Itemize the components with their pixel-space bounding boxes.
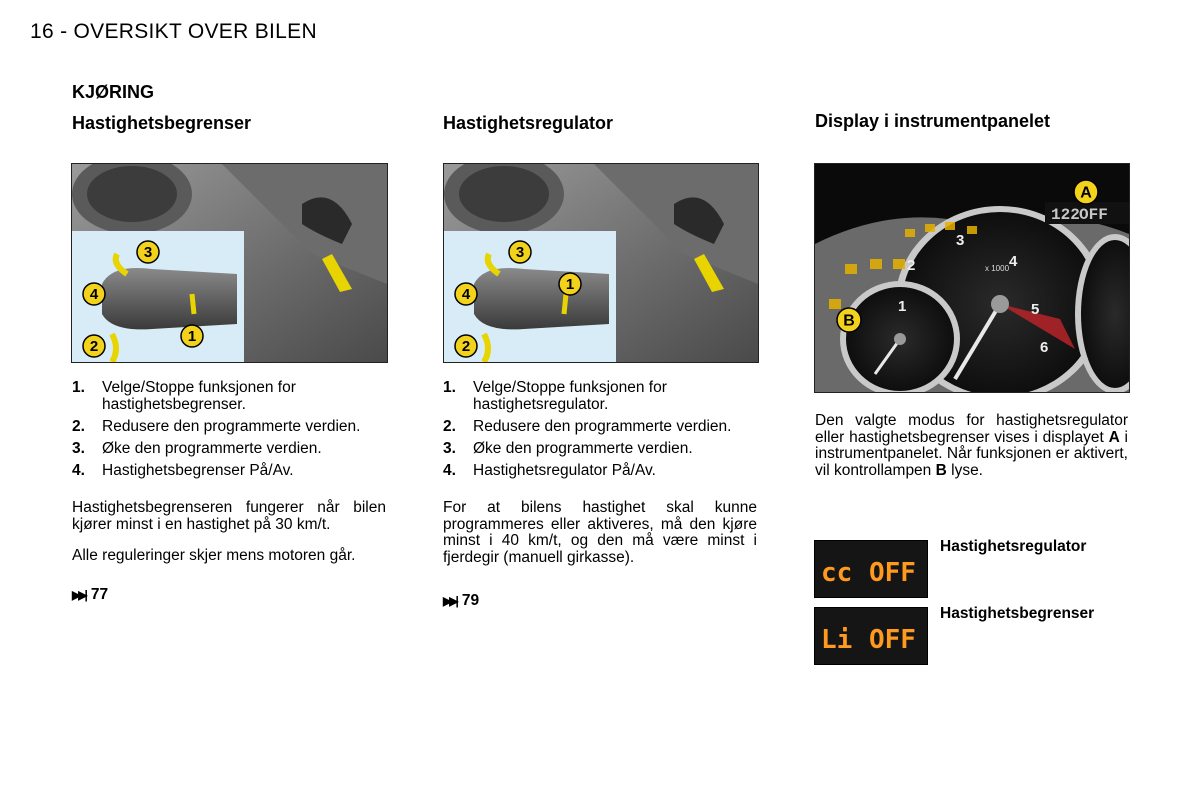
badge-4 [82,282,106,306]
heading-instrument-display: Display i instrumentpanelet [815,111,1051,131]
badge-3 [508,240,532,264]
section-title: KJØRING [72,82,155,102]
dial-number-1: 1 [898,298,907,315]
lcd-mode-code: cc [821,558,853,588]
svg-text:4: 4 [89,286,99,303]
lcd-status: OFF [869,625,916,655]
dial-number-3: 3 [956,232,965,249]
list-item: 4. Hastighetsregulator På/Av. [443,462,656,479]
badge-1 [558,272,582,296]
svg-text:B: B [843,312,855,330]
list-item: 1. Velge/Stoppe funksjonen for hastighetsregulator. [443,379,667,413]
list-item: 4. Hastighetsbegrenser På/Av. [72,462,294,479]
speed-limiter-paragraph-2: Alle reguleringer skjer mens motoren går. [72,547,356,564]
lcd-label-cruise-control: Hastighetsregulator [940,538,1087,555]
lcd-label-speed-limiter: Hastighetsbegrenser [940,605,1095,622]
svg-text:2: 2 [89,338,99,355]
display-description: Den valgte modus for hastighetsregulator eller hastighetsbegrenser vises i displayet A i instrumentpanelet. Når funksjonen er aktivert, vil kontrollampen B lyse. [815,412,1129,479]
page-reference-77[interactable]: ▶▶| 77 [72,586,109,603]
list-item: 3. Øke den programmerte verdien. [443,440,693,457]
cruise-control-paragraph: For at bilens hastighet skal kunne programmeres eller aktiveres, må den kjøre minst i 40 km/t, og den må være minst i fjerdegir (manuell girkasse). [443,499,757,566]
lcd-mode-code: Li [821,625,853,655]
speed-limiter-steps [72,379,387,484]
badge-B [835,306,863,334]
lcd-cruise-control [814,540,928,598]
dial-number-5: 5 [1031,301,1040,318]
svg-text:3: 3 [515,244,525,261]
display-readout: OFF [1079,206,1108,224]
dial-number-6: 6 [1040,339,1049,356]
badge-2 [454,334,478,358]
speed-limiter-figure [71,163,388,363]
instrument-panel-figure [814,163,1130,393]
svg-text:A: A [1080,184,1092,202]
svg-text:122: 122 [1051,206,1080,224]
lcd-status: OFF [869,558,916,588]
svg-text:1: 1 [565,276,575,293]
cruise-control-figure [443,163,759,363]
svg-text:2: 2 [461,338,471,355]
dial-number-2: 2 [907,257,916,274]
heading-speed-limiter: Hastighetsbegrenser [72,113,252,133]
svg-text:4: 4 [461,286,471,303]
skip-forward-icon: ▶▶| [72,588,85,602]
badge-2 [82,334,106,358]
badge-1 [180,324,204,348]
list-item: 3. Øke den programmerte verdien. [72,440,322,457]
dial-unit: x 1000 [985,264,1010,273]
svg-text:1: 1 [187,328,197,345]
page-header: 16 - OVERSIKT OVER BILEN [30,20,317,43]
svg-text:3: 3 [143,244,153,261]
badge-4 [454,282,478,306]
badge-3 [136,240,160,264]
list-item: 2. Redusere den programmerte verdien. [72,418,361,435]
dial-number-4: 4 [1009,253,1018,270]
heading-cruise-control: Hastighetsregulator [443,113,614,133]
cruise-control-steps [443,379,758,484]
speed-limiter-paragraph: Hastighetsbegrenseren fungerer når bilen kjører minst i en hastighet på 30 km/t. [72,499,386,533]
list-item: 1. Velge/Stoppe funksjonen for hastighetsbegrenser. [72,379,296,413]
page-reference-79[interactable]: ▶▶| 79 [443,592,480,609]
badge-A [1072,178,1100,206]
skip-forward-icon: ▶▶| [443,594,456,608]
lcd-speed-limiter [814,607,928,665]
list-item: 2. Redusere den programmerte verdien. [443,418,732,435]
